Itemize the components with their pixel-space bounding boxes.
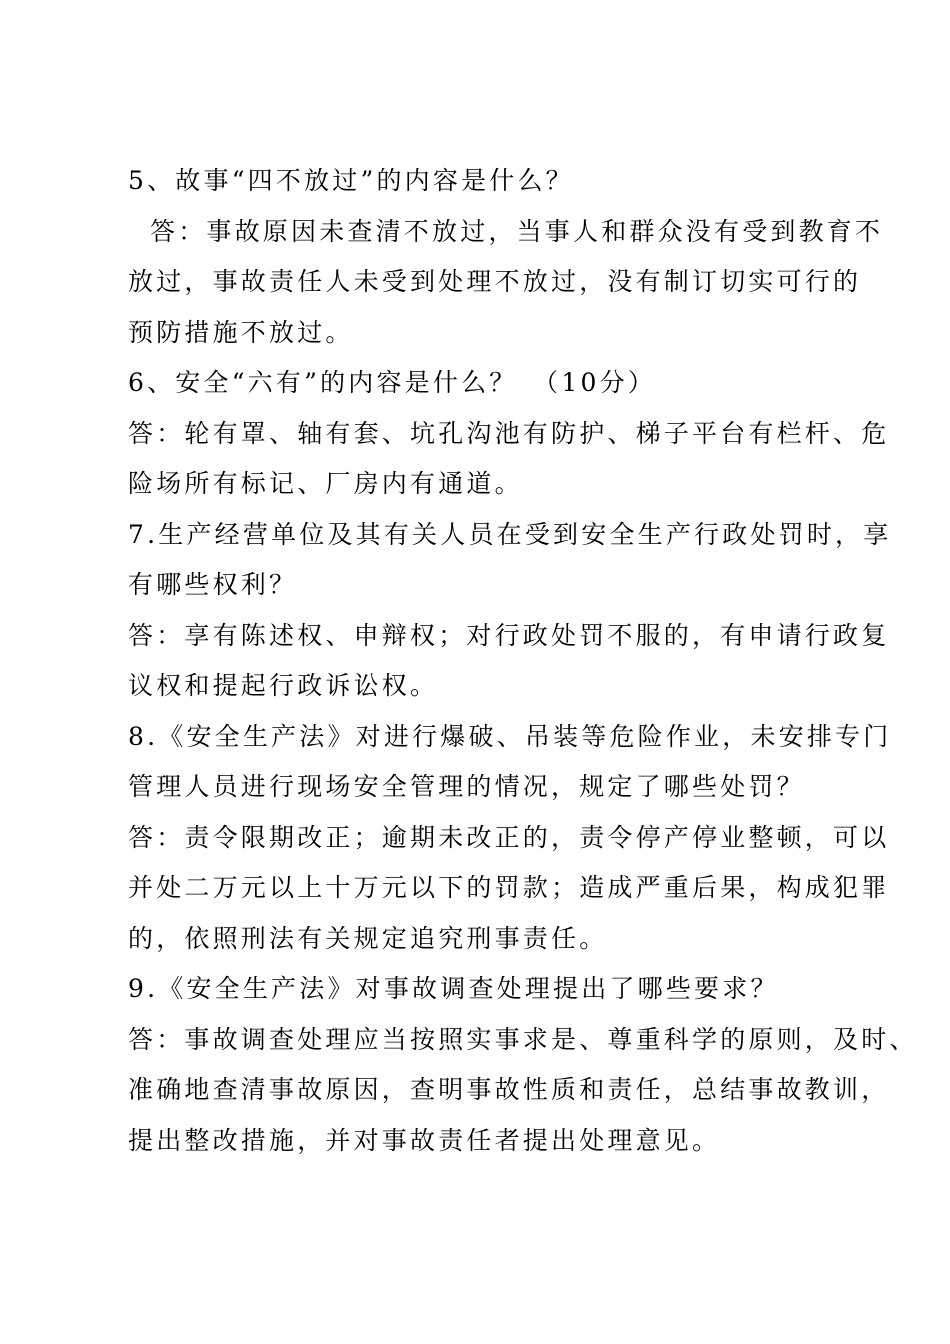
answer-8-line-2: 并处二万元以上十万元以下的罚款；造成严重后果，构成犯罪: [128, 873, 890, 902]
answer-9-line-3: 提出整改措施，并对事故责任者提出处理意见。: [128, 1125, 721, 1155]
question-6: 6、安全“六有”的内容是什么？ （10分）: [128, 368, 656, 397]
answer-9-line-1: 答：事故调查处理应当按照实事求是、尊重科学的原则，及时、: [128, 1024, 918, 1054]
answer-7-line-2: 议权和提起行政诉讼权。: [128, 671, 439, 700]
question-7-line-2: 有哪些权利？: [128, 570, 298, 599]
document-body: [128, 156, 918, 1166]
answer-8-line-3: 的，依照刑法有关规定追究刑事责任。: [128, 923, 608, 953]
answer-7-line-1: 答：享有陈述权、申辩权；对行政处罚不服的，有申请行政复: [128, 620, 890, 650]
answer-6-line-2: 险场所有标记、厂房内有通道。: [128, 469, 523, 498]
question-5: 5、故事“四不放过”的内容是什么？: [128, 166, 574, 195]
question-9: 9.《安全生产法》对事故调查处理提出了哪些要求？: [128, 974, 779, 1003]
answer-5-line-1: 答：事故原因未查清不放过，当事人和群众没有受到教育不: [150, 216, 884, 246]
answer-5-line-3: 预防措施不放过。: [128, 317, 354, 347]
question-8-line-1: 8.《安全生产法》对进行爆破、吊装等危险作业，未安排专门: [128, 721, 892, 751]
question-8-line-2: 管理人员进行现场安全管理的情况，规定了哪些处罚？: [128, 772, 805, 801]
answer-9-line-2: 准确地查清事故原因，查明事故性质和责任，总结事故教训，: [128, 1075, 890, 1104]
answer-8-line-1: 答：责令限期改正；逾期未改正的，责令停产停业整顿，可以: [128, 822, 890, 852]
question-7-line-1: 7.生产经营单位及其有关人员在受到安全生产行政处罚时，享: [128, 519, 892, 549]
answer-6-line-1: 答：轮有罩、轴有套、坑孔沟池有防护、梯子平台有栏杆、危: [128, 418, 890, 448]
answer-5-line-2: 放过，事故责任人未受到处理不放过，没有制订切实可行的: [128, 267, 862, 296]
